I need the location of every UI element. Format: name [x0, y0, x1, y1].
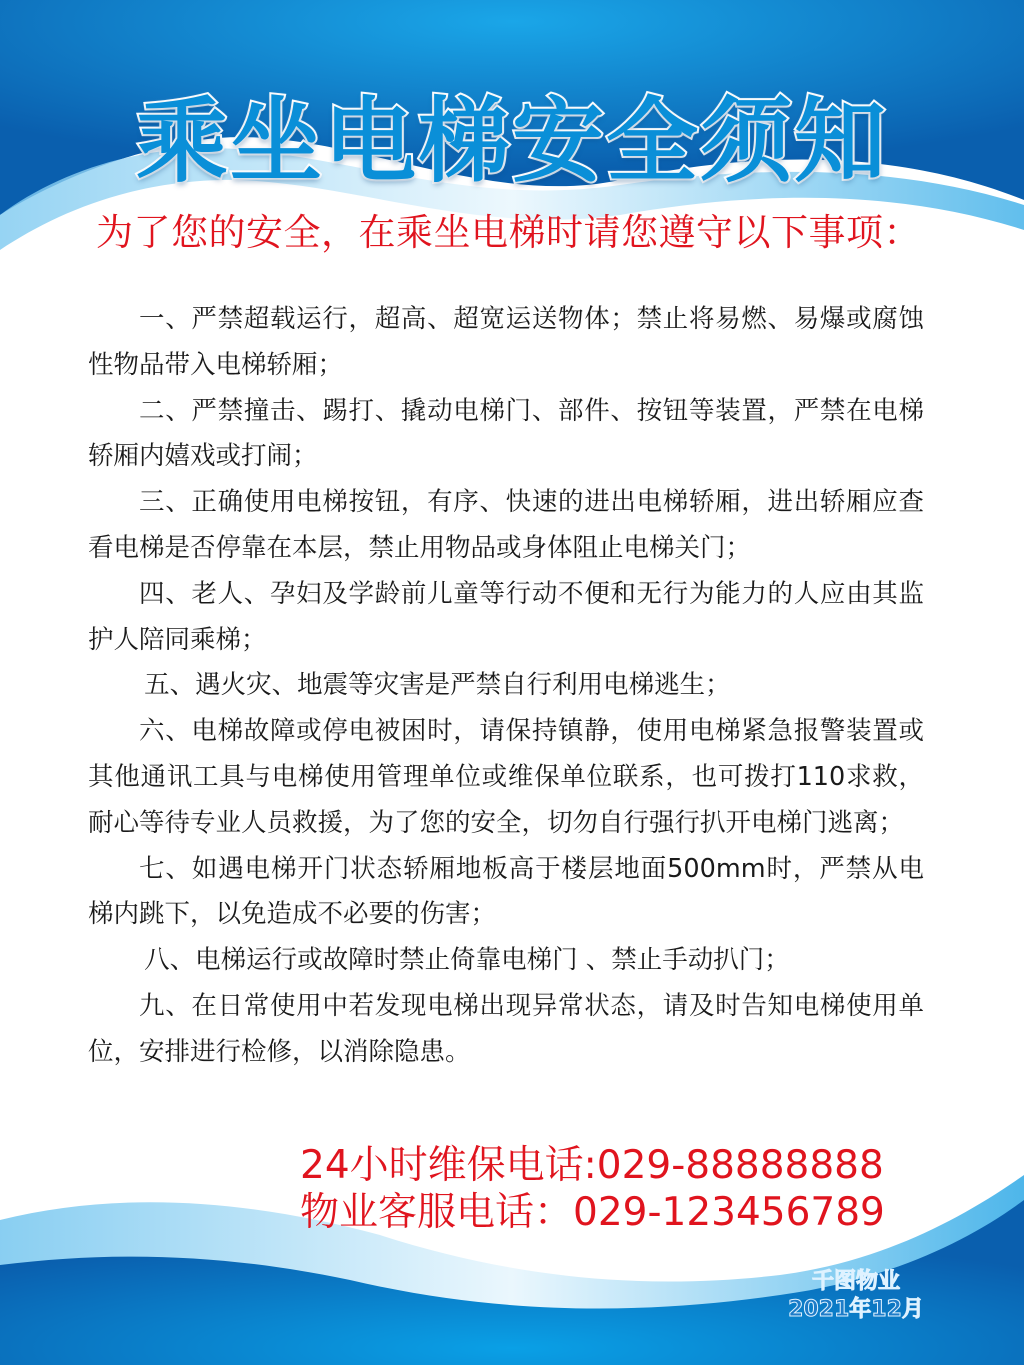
rule-item: 一、严禁超载运行，超高、超宽运送物体；禁止将易燃、易爆或腐蚀性物品带入电梯轿厢； [88, 304, 924, 380]
service-phone: 物业客服电话：029-123456789 [300, 1190, 885, 1235]
rule-item: 九、在日常使用中若发现电梯出现异常状态，请及时告知电梯使用单位，安排进行检修，以消除隐患。 [88, 990, 924, 1067]
issue-date: 2021年12月 [788, 1297, 924, 1322]
rule-item: 八、电梯运行或故障时禁止倚靠电梯门 、禁止手动扒门； [144, 945, 790, 976]
rule-item: 五、遇火灾、地震等灾害是严禁自行利用电梯逃生； [144, 670, 731, 701]
rule-item: 四、老人、孕妇及学龄前儿童等行动不便和无行为能力的人应由其监护人陪同乘梯； [88, 578, 924, 655]
contact-info [300, 1142, 885, 1236]
rule-item: 六、电梯故障或停电被困时，请保持镇静，使用电梯紧急报警装置或其他通讯工具与电梯使用管理单位或维保单位联系，也可拨打110求救，耐心等待专业人员救援，为了您的安全，切勿自行强行扒开电梯门逃离； [88, 716, 924, 838]
rule-item: 三、正确使用电梯按钮，有序、快速的进出电梯轿厢，进出轿厢应查看电梯是否停靠在本层，禁止用物品或身体阻止电梯关门； [88, 487, 924, 563]
rule-item: 二、严禁撞击、踢打、撬动电梯门、部件、按钮等装置，严禁在电梯轿厢内嬉戏或打闹； [88, 395, 924, 472]
poster-title: 乘坐电梯安全须知 [135, 88, 888, 195]
company-name: 千图物业 [811, 1269, 900, 1294]
maintenance-phone: 24小时维保电话:029-88888888 [300, 1143, 884, 1188]
poster-subtitle: 为了您的安全，在乘坐电梯时请您遵守以下事项： [96, 211, 921, 254]
rules-list [88, 297, 924, 1076]
footer [786, 1268, 926, 1324]
rule-item: 七、如遇电梯开门状态轿厢地板高于楼层地面500mm时，严禁从电梯内跳下，以免造成不必要的伤害； [88, 853, 924, 930]
